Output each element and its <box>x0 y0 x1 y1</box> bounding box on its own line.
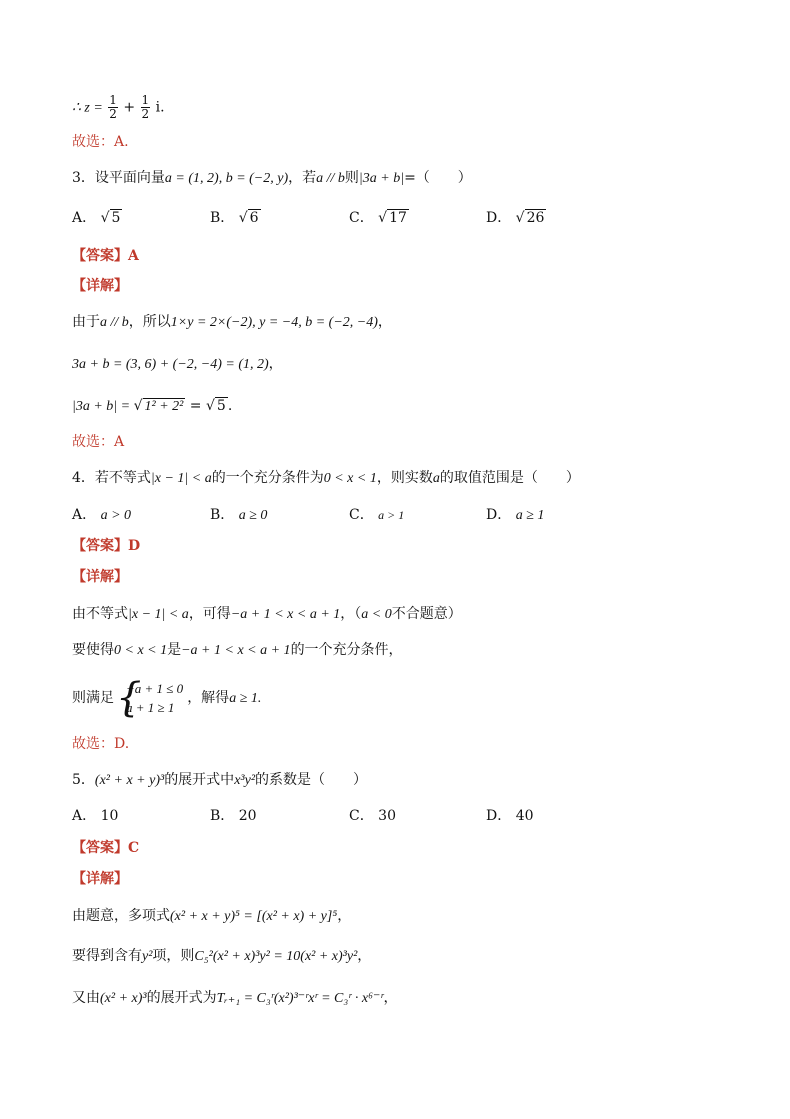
choose-a-2: 故选：A <box>72 434 125 450</box>
q3-option-c: C． √ 17 <box>349 210 407 226</box>
q4-option-c: C． a > 1 <box>349 507 405 523</box>
z-fraction-1: $\frac{1}{2}$ <box>109 93 117 121</box>
choose-d: 故选：D. <box>72 736 130 752</box>
answer-label-3: 【答案】A <box>72 248 139 264</box>
q4-option-d: D． a ≥ 1 <box>486 507 545 523</box>
q3-option-a: A． √ 5 <box>72 210 121 226</box>
question-4: 4．若不等式|x − 1| < a的一个充分条件为0 < x < 1，则实数a的取值范围是（ ） <box>72 470 580 486</box>
q4-solution-line-3: 则满足 { −a + 1 ≤ 0 a + 1 ≥ 1 ，解得a ≥ 1. <box>72 678 261 719</box>
q5-option-c: C． 30 <box>349 808 396 824</box>
z-fraction-2: $\frac{1}{2}$ <box>141 93 150 121</box>
q4-solution-line-1: 由不等式|x − 1| < a，可得−a + 1 < x < a + 1，（a < 0不合题意） <box>72 606 462 622</box>
answer-label-5: 【答案】C <box>72 840 140 856</box>
choose-a-1: 故选：A. <box>72 134 129 150</box>
q3-solution-line-2: 3a + b = (3, 6) + (−2, −4) = (1, 2)， <box>72 356 283 372</box>
q5-option-b: B． 20 <box>210 808 257 824</box>
q5-option-d: D． 40 <box>486 808 534 824</box>
q5-solution-line-3: 又由(x² + x)³的展开式为Tᵣ₊₁ = C₃ʳ(x²)³⁻ʳxʳ = C₃ʳ · x⁶⁻ʳ， <box>72 990 398 1006</box>
z-result-line: ∴ z = $\frac{1}{2}$ + $\frac{1}{2}$ i. <box>72 93 165 121</box>
q3-solution-line-3: |3a + b| = √ 1² + 2² = √ 5 . <box>72 398 233 414</box>
q3-option-b: B． √ 6 <box>210 210 259 226</box>
q5-solution-line-1: 由题意，多项式(x² + x + y)⁵ = [(x² + x) + y]⁵， <box>72 908 352 924</box>
q5-solution-line-2: 要得到含有y²项，则C₅²(x² + x)³y² = 10(x² + x)³y²， <box>72 948 372 964</box>
z-prefix: ∴ z = <box>72 100 103 116</box>
answer-label-4: 【答案】D <box>72 538 141 554</box>
q4-solution-line-2: 要使得0 < x < 1是−a + 1 < x < a + 1的一个充分条件， <box>72 642 403 658</box>
detail-label-3: 【详解】 <box>72 278 128 294</box>
q5-option-a: A． 10 <box>72 808 119 824</box>
q3-option-d: D． √ 26 <box>486 210 545 226</box>
question-3: 3．设平面向量a = (1, 2), b = (−2, y)，若a // b则|3a + b|=（ ） <box>72 170 472 186</box>
q4-option-a: A． a > 0 <box>72 507 132 523</box>
inequality-system: { −a + 1 ≤ 0 a + 1 ≥ 1 <box>118 679 183 717</box>
q3-solution-line-1: 由于a // b，所以1×y = 2×(−2), y = −4, b = (−2, −4)， <box>72 314 392 330</box>
q4-option-b: B． a ≥ 0 <box>210 507 268 523</box>
detail-label-5: 【详解】 <box>72 871 128 887</box>
question-5: 5．(x² + x + y)³的展开式中x³y²的系数是（ ） <box>72 772 368 788</box>
detail-label-4: 【详解】 <box>72 569 128 585</box>
